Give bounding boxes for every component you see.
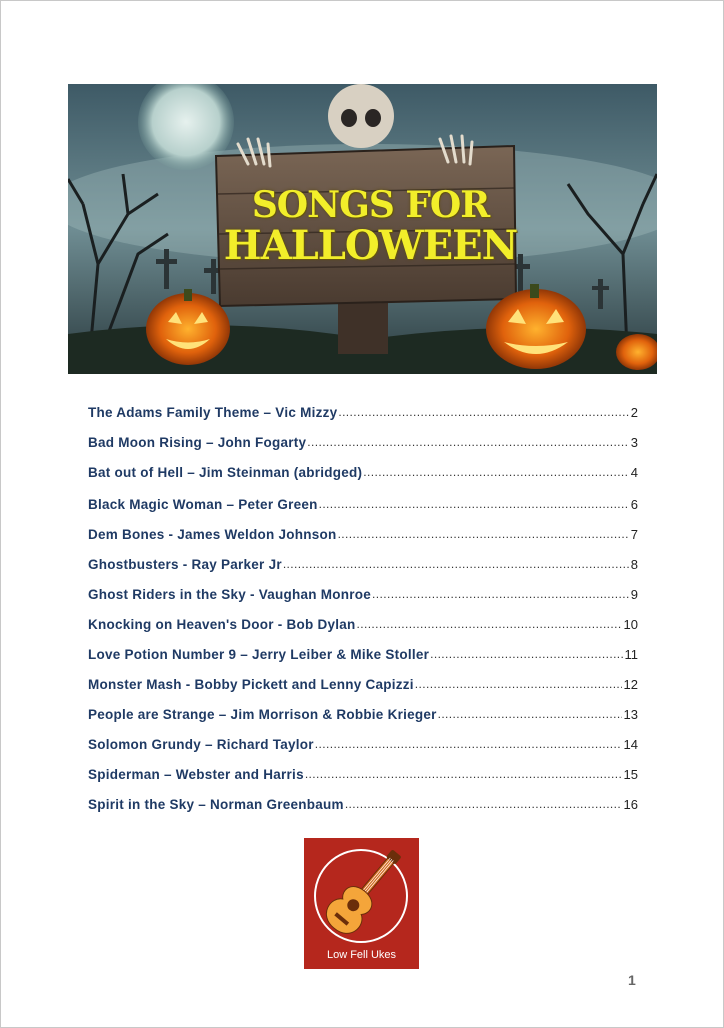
toc-entry[interactable] bbox=[88, 612, 638, 632]
banner-title-line1: SONGS FOR bbox=[251, 184, 490, 226]
toc-entry-title[interactable]: Bad Moon Rising – John Fogarty bbox=[88, 435, 307, 450]
toc-entry[interactable] bbox=[88, 430, 638, 450]
low-fell-ukes-logo bbox=[304, 838, 419, 969]
toc-leader bbox=[305, 769, 622, 779]
toc-leader bbox=[307, 437, 629, 447]
toc-entry-page[interactable]: 14 bbox=[623, 737, 638, 752]
toc-entry-page[interactable]: 7 bbox=[630, 527, 638, 542]
toc-entry[interactable] bbox=[88, 792, 638, 812]
toc-entry-page[interactable]: 15 bbox=[623, 767, 638, 782]
toc-entry[interactable] bbox=[88, 642, 638, 662]
toc-entry-title[interactable]: Bat out of Hell – Jim Steinman (abridged) bbox=[88, 465, 363, 480]
logo-label: Low Fell Ukes bbox=[326, 949, 397, 961]
toc-leader bbox=[338, 529, 629, 539]
toc-entry-title[interactable]: Love Potion Number 9 – Jerry Leiber & Mike Stoller bbox=[88, 647, 430, 662]
toc-leader bbox=[315, 739, 622, 749]
toc-leader bbox=[357, 619, 622, 629]
toc-entry-page[interactable]: 9 bbox=[630, 587, 638, 602]
toc-entry-title[interactable]: People are Strange – Jim Morrison & Robbie Krieger bbox=[88, 707, 437, 722]
toc-entry-page[interactable]: 3 bbox=[630, 435, 638, 450]
toc-entry-page[interactable]: 8 bbox=[630, 557, 638, 572]
toc-entry-page[interactable]: 11 bbox=[624, 647, 638, 662]
toc-entry[interactable] bbox=[88, 762, 638, 782]
toc-entry-title[interactable]: Ghostbusters - Ray Parker Jr bbox=[88, 557, 282, 572]
toc-entry-title[interactable]: Dem Bones - James Weldon Johnson bbox=[88, 527, 337, 542]
toc-entry[interactable] bbox=[88, 552, 638, 572]
toc-entry-title[interactable]: Solomon Grundy – Richard Taylor bbox=[88, 737, 314, 752]
toc-entry-page[interactable]: 16 bbox=[623, 797, 638, 812]
toc-entry[interactable] bbox=[88, 460, 638, 480]
toc-entry-title[interactable]: The Adams Family Theme – Vic Mizzy bbox=[88, 405, 338, 420]
toc-entry-page[interactable]: 10 bbox=[623, 617, 638, 632]
toc-entry-page[interactable]: 12 bbox=[623, 677, 638, 692]
halloween-banner bbox=[68, 84, 657, 374]
toc-entry-page[interactable]: 2 bbox=[630, 405, 638, 420]
toc-entry[interactable] bbox=[88, 672, 638, 692]
page-number: 1 bbox=[628, 972, 636, 988]
toc-entry-title[interactable]: Monster Mash - Bobby Pickett and Lenny Capizzi bbox=[88, 677, 414, 692]
banner-title-line2: HALLOWEEN bbox=[223, 222, 518, 269]
toc-leader bbox=[338, 407, 628, 417]
toc-entry[interactable] bbox=[88, 492, 638, 512]
toc-entry[interactable] bbox=[88, 400, 638, 420]
toc-entry-title[interactable]: Spirit in the Sky – Norman Greenbaum bbox=[88, 797, 344, 812]
skull-icon bbox=[328, 84, 394, 148]
toc-leader bbox=[372, 589, 629, 599]
toc-leader bbox=[430, 649, 622, 659]
toc-entry-title[interactable]: Spiderman – Webster and Harris bbox=[88, 767, 304, 782]
toc-leader bbox=[345, 799, 622, 809]
toc-leader bbox=[319, 499, 629, 509]
toc-leader bbox=[363, 467, 628, 477]
toc-entry-title[interactable]: Knocking on Heaven's Door - Bob Dylan bbox=[88, 617, 356, 632]
toc-leader bbox=[438, 709, 622, 719]
toc-entry[interactable] bbox=[88, 582, 638, 602]
toc-entry-page[interactable]: 13 bbox=[623, 707, 638, 722]
toc-leader bbox=[415, 679, 622, 689]
toc-entry[interactable] bbox=[88, 522, 638, 542]
toc-entry[interactable] bbox=[88, 702, 638, 722]
toc-entry[interactable] bbox=[88, 732, 638, 752]
toc-entry-title[interactable]: Ghost Riders in the Sky - Vaughan Monroe bbox=[88, 587, 372, 602]
toc-leader bbox=[283, 559, 629, 569]
toc-entry-page[interactable]: 6 bbox=[630, 497, 638, 512]
toc-entry-title[interactable]: Black Magic Woman – Peter Green bbox=[88, 497, 318, 512]
toc-entry-page[interactable]: 4 bbox=[630, 465, 638, 480]
